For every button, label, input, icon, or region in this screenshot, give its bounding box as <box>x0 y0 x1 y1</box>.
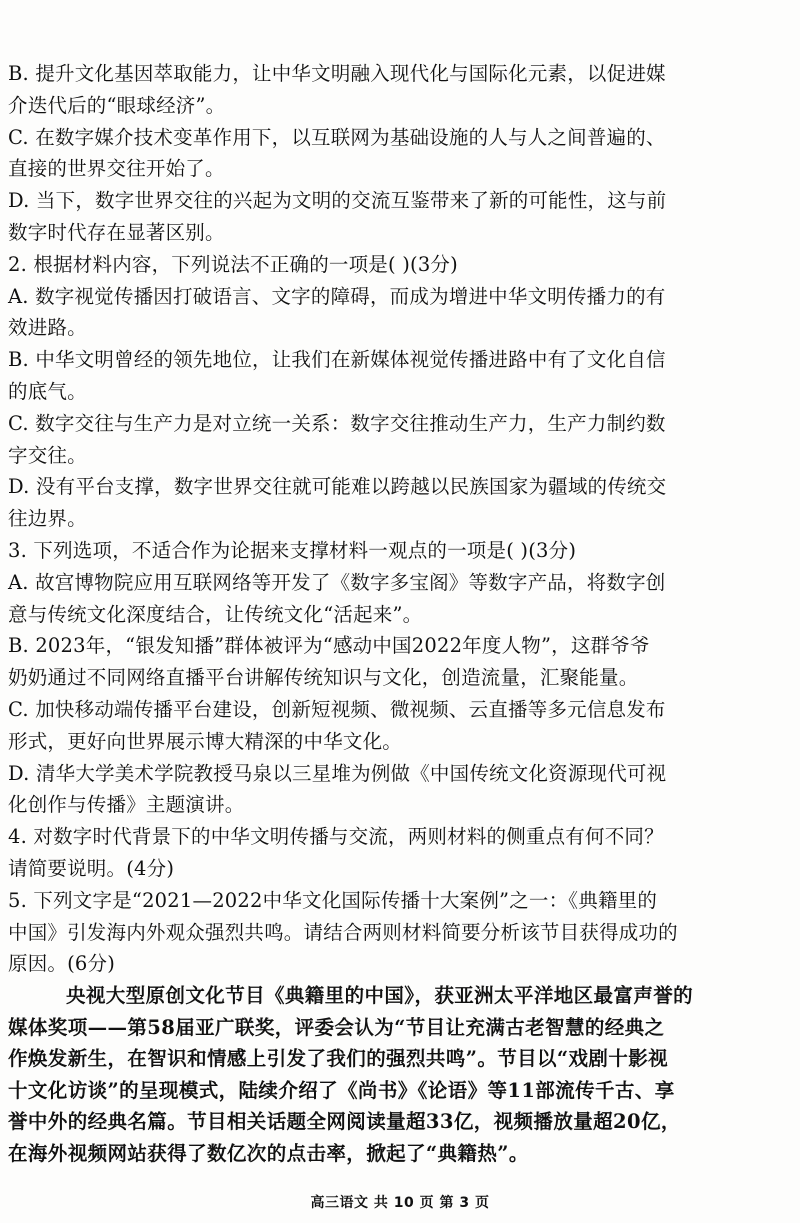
q2-option-d-line-2: 往边界。 <box>8 507 87 531</box>
reading-passage <box>8 980 784 1170</box>
q3-option-d-line-2: 化创作与传播》主题演讲。 <box>8 793 245 817</box>
q2-option-a-line-1: A. 数字视觉传播因打破语言、文字的障碍，而成为增进中华文明传播力的有 <box>8 284 666 308</box>
passage-line-6: 在海外视频网站获得了数亿次的点击率，掀起了“典籍热”。 <box>8 1142 529 1166</box>
option-d-line-1: D. 当下，数字世界交往的兴起为文明的交流互鉴带来了新的可能性，这与前 <box>8 189 667 213</box>
option-b-line-1: B. 提升文化基因萃取能力，让中华文明融入现代化与国际化元素，以促进媒 <box>8 62 666 85</box>
q2-option-d-line-1: D. 没有平台支撑，数字世界交往就可能难以跨越以民族国家为疆域的传统交 <box>8 475 667 499</box>
q2-option-c-line-1: C. 数字交往与生产力是对立统一关系：数字交往推动生产力，生产力制约数 <box>8 411 666 435</box>
q3-option-b-line-1: B. 2023年，“银发知播”群体被评为“感动中国2022年度人物”，这群爷爷 <box>8 634 650 658</box>
question-4-line-1: 4. 对数字时代背景下的中华文明传播与交流，两则材料的侧重点有何不同？ <box>8 825 664 849</box>
q3-option-a-line-2: 意与传统文化深度结合，让传统文化“活起来”。 <box>8 602 423 626</box>
passage-line-5: 誉中外的经典名篇。节目相关话题全网阅读量超33亿，视频播放量超20亿， <box>8 1110 681 1134</box>
q2-option-b-line-2: 的底气。 <box>8 379 87 403</box>
option-d-line-2: 数字时代存在显著区别。 <box>8 220 225 244</box>
q2-option-a-line-2: 效进路。 <box>8 316 87 340</box>
q3-option-d-line-1: D. 清华大学美术学院教授马泉以三星堆为例做《中国传统文化资源现代可视 <box>8 761 667 785</box>
option-c-line-1: C. 在数字媒介技术变革作用下，以互联网为基础设施的人与人之间普遍的、 <box>8 125 666 149</box>
question-3-stem: 3. 下列选项，不适合作为论据来支撑材料一观点的一项是( )(3分) <box>8 538 577 562</box>
passage-line-2: 媒体奖项——第58届亚广联奖，评委会认为“节目让充满古老智慧的经典之 <box>8 1015 665 1039</box>
question-5-line-3: 原因。(6分) <box>8 952 116 976</box>
q3-option-c-line-1: C. 加快移动端传播平台建设，创新短视频、微视频、云直播等多元信息发布 <box>8 697 666 721</box>
passage-line-1: 央视大型原创文化节目《典籍里的中国》，获亚洲太平洋地区最富声誉的 <box>66 984 694 1008</box>
passage-line-3: 作焕发新生，在智识和情感上引发了我们的强烈共鸣”。节目以“戏剧十影视 <box>8 1047 669 1071</box>
question-content <box>8 58 784 1170</box>
page-footer: 高三语文 共 10 页 第 3 页 <box>310 1195 490 1211</box>
q3-option-c-line-2: 形式，更好向世界展示博大精深的中华文化。 <box>8 729 403 753</box>
q3-option-a-line-1: A. 故宫博物院应用互联网络等开发了《数字多宝阁》等数字产品，将数字创 <box>8 570 666 594</box>
passage-line-4: 十文化访谈”的呈现模式，陆续介绍了《尚书》《论语》等11部流传千古、享 <box>8 1078 675 1102</box>
option-c-line-2: 直接的世界交往开始了。 <box>8 157 225 181</box>
question-5-line-1: 5. 下列文字是“2021—2022中华文化国际传播十大案例”之一：《典籍里的 <box>8 888 658 912</box>
option-b-line-2: 介迭代后的“眼球经济”。 <box>8 93 226 117</box>
q2-option-c-line-2: 字交往。 <box>8 443 87 467</box>
question-5-line-2: 中国》引发海内外观众强烈共鸣。请结合两则材料简要分析该节目获得成功的 <box>8 920 678 944</box>
q3-option-b-line-2: 奶奶通过不同网络直播平台讲解传统知识与文化，创造流量，汇聚能量。 <box>8 666 639 690</box>
q2-option-b-line-1: B. 中华文明曾经的领先地位，让我们在新媒体视觉传播进路中有了文化自信 <box>8 348 666 372</box>
question-2-stem: 2. 根据材料内容，下列说法不正确的一项是( )(3分) <box>8 252 458 276</box>
question-4-line-2: 请简要说明。(4分) <box>8 856 175 880</box>
